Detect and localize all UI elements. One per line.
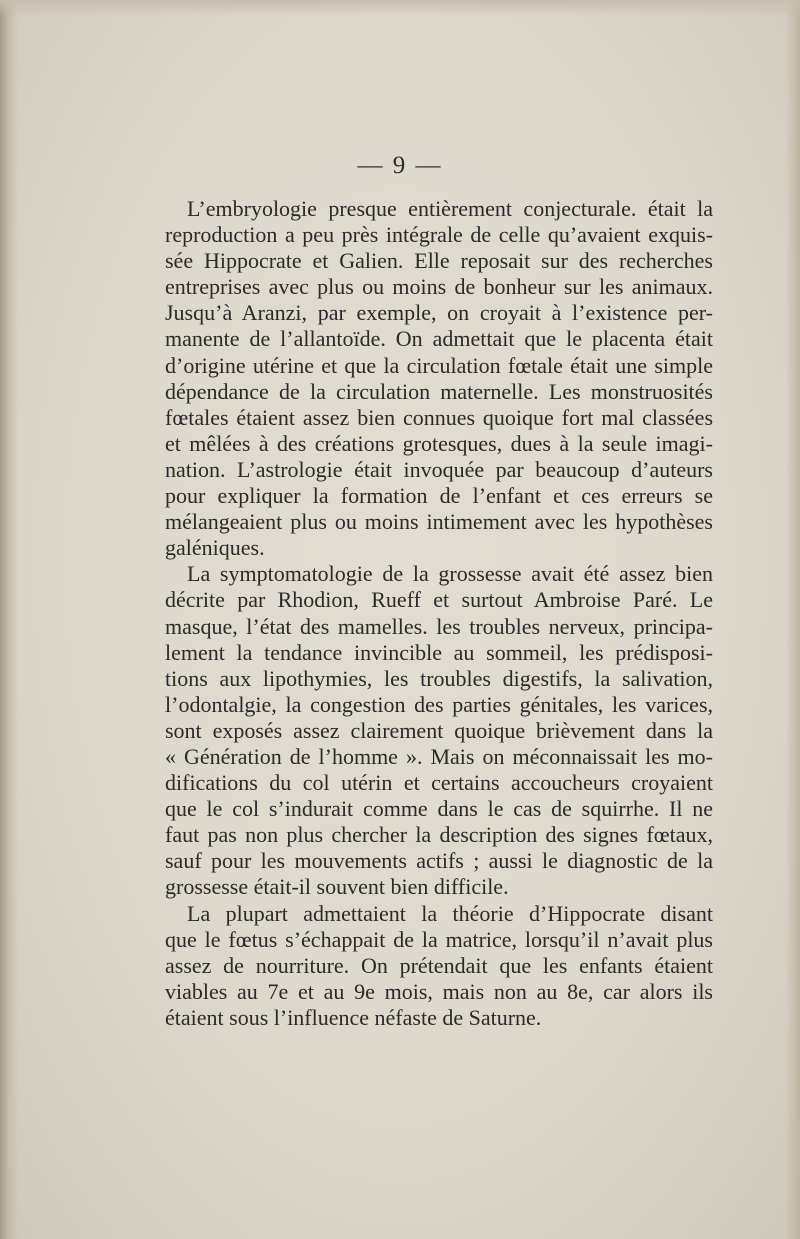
text-line: nation. L’astrologie était invoquée par beaucoup d’auteurs [165, 456, 713, 482]
text-line: manente de l’allantoïde. On admettait que le placenta était [165, 326, 713, 352]
text-line: grossesse était-il souvent bien difficile. [165, 874, 509, 900]
text-line: décrite par Rhodion, Rueff et surtout Ambroise Paré. Le [165, 587, 713, 613]
text-line: difications du col utérin et certains accoucheurs croyaient [165, 770, 713, 796]
page-number: — 9 — [357, 152, 443, 179]
text-line: entreprises avec plus ou moins de bonheur sur les animaux. [165, 274, 713, 300]
text-line: sée Hippocrate et Galien. Elle reposait sur des recherches [165, 248, 713, 274]
text-line: masque, l’état des mamelles. les troubles nerveux, principa- [165, 613, 713, 639]
body-text [165, 196, 713, 1031]
text-line: assez de nourriture. On prétendait que les enfants étaient [165, 952, 713, 978]
text-line: Jusqu’à Aranzi, par exemple, on croyait à l’existence per- [165, 300, 713, 326]
text-line: tions aux lipothymies, les troubles digestifs, la salivation, [165, 665, 713, 691]
text-line: dépendance de la circulation maternelle. Les monstruosités [165, 378, 713, 404]
page-binding-shadow [0, 0, 18, 1239]
text-line: l’odontalgie, la congestion des parties génitales, les varices, [165, 691, 713, 717]
text-line: d’origine utérine et que la circulation fœtale était une simple [165, 352, 713, 378]
text-line: sont exposés assez clairement quoique brièvement dans la [165, 717, 713, 743]
text-line: viables au 7e et au 9e mois, mais non au 8e, car alors ils [165, 978, 713, 1004]
text-line: fœtales étaient assez bien connues quoique fort mal classées [165, 404, 713, 430]
text-line: L’embryologie presque entièrement conjecturale. était la [187, 196, 713, 221]
paragraph-symptomatology [165, 561, 713, 900]
text-line: La symptomatologie de la grossesse avait été assez bien [187, 561, 713, 587]
text-line: reproduction a peu près intégrale de celle qu’avaient exquis- [165, 222, 713, 248]
text-line: galéniques. [165, 535, 265, 561]
paragraph-embryology [165, 196, 713, 561]
text-line: étaient sous l’influence néfaste de Saturne. [165, 1004, 542, 1030]
text-line: mélangeaient plus ou moins intimement avec les hypothèses [165, 509, 713, 535]
paragraph-viability [165, 901, 713, 1031]
text-line: lement la tendance invincible au sommeil, les prédisposi- [165, 639, 713, 665]
text-line: faut pas non plus chercher la description des signes fœtaux, [165, 822, 713, 848]
text-line: sauf pour les mouvements actifs ; aussi le diagnostic de la [165, 848, 713, 874]
text-line: que le fœtus s’échappait de la matrice, lorsqu’il n’avait plus [165, 926, 713, 952]
text-line: que le col s’indurait comme dans le cas de squirrhe. Il ne [165, 796, 713, 822]
text-line: et mêlées à des créations grotesques, dues à la seule imagi- [165, 430, 713, 456]
page-right-edge [786, 0, 800, 1239]
page-top-edge [0, 0, 800, 16]
text-line: pour expliquer la formation de l’enfant et ces erreurs se [165, 483, 713, 509]
text-line: « Génération de l’homme ». Mais on méconnaissait les mo- [165, 743, 713, 769]
text-line: La plupart admettaient la théorie d’Hippocrate disant [187, 900, 713, 926]
